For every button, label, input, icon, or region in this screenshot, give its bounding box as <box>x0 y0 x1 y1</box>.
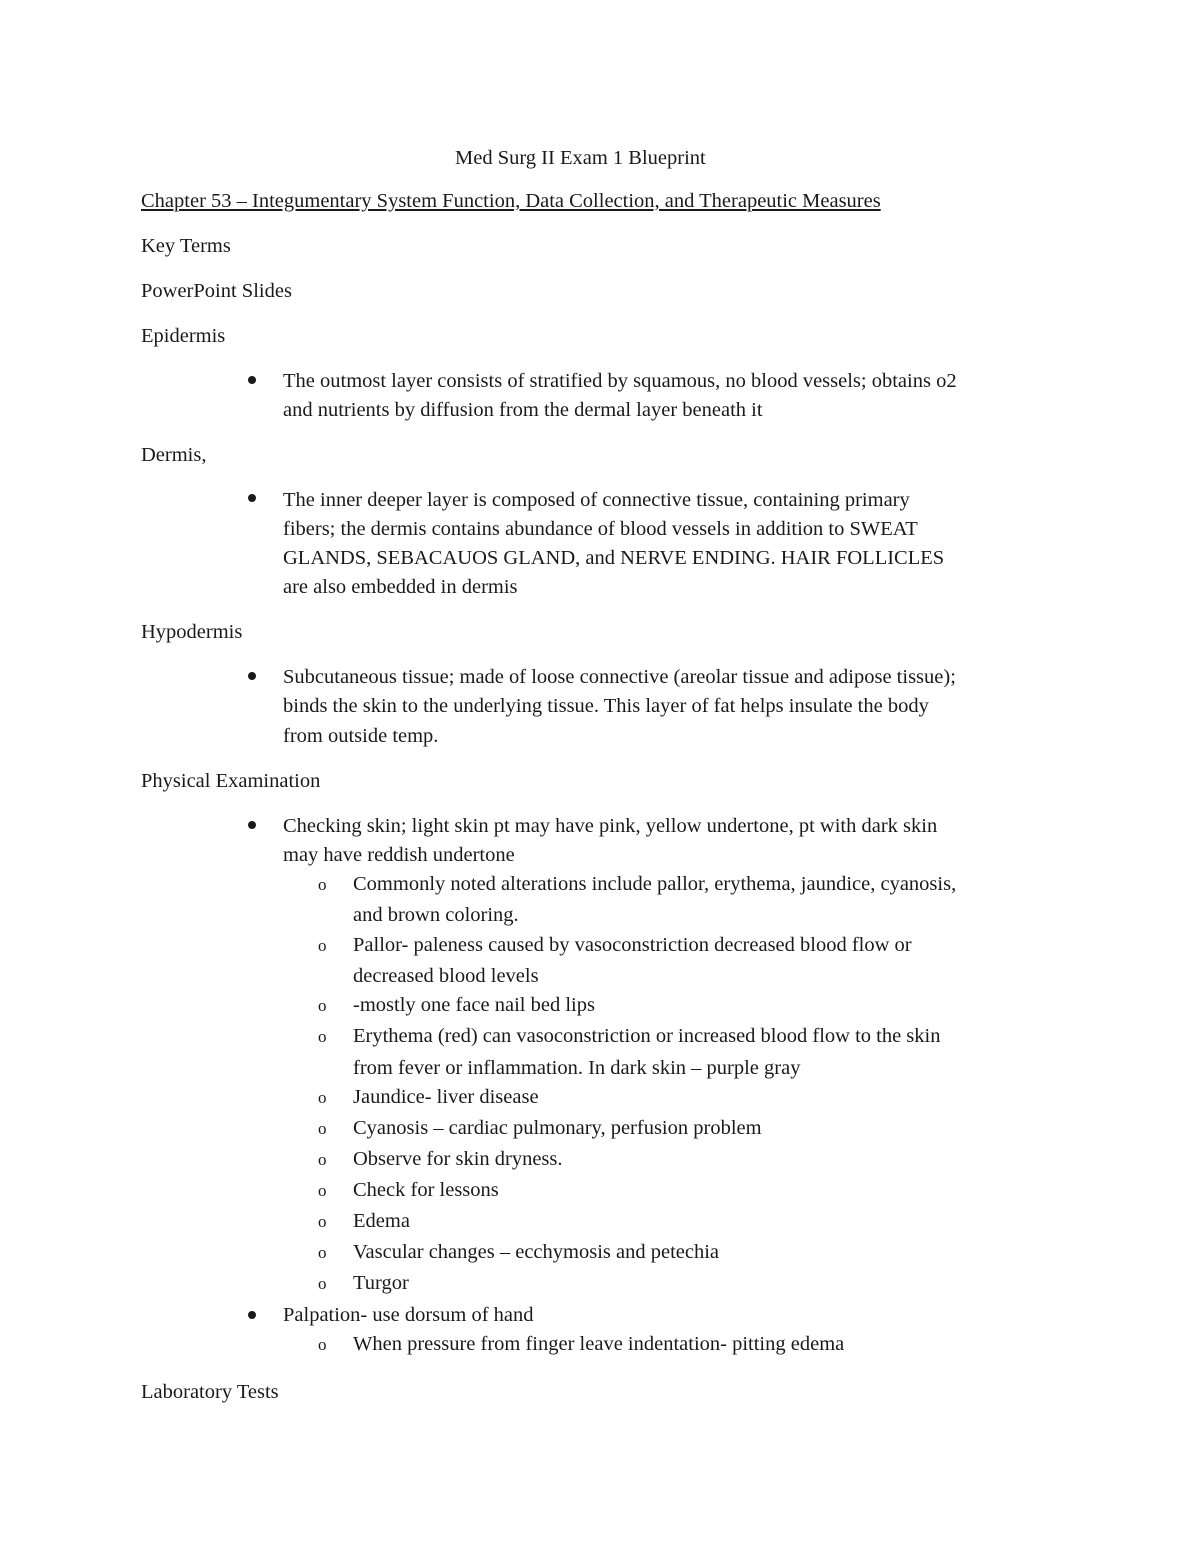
sub-item-line: Cyanosis – cardiac pulmonary, perfusion problem <box>353 1117 762 1139</box>
sub-bullet-marker: o <box>318 1119 327 1138</box>
sub-item-line: When pressure from finger leave indentation- pitting edema <box>353 1333 845 1355</box>
sub-item-line: Jaundice- liver disease <box>353 1086 539 1108</box>
sub-bullet-marker: o <box>318 936 327 955</box>
chapter-heading: Chapter 53 – Integumentary System Function, Data Collection, and Therapeutic Measures <box>141 190 881 212</box>
sub-item-line: Erythema (red) can vasoconstriction or increased blood flow to the skin <box>353 1025 941 1047</box>
dermis-bullet-line: The inner deeper layer is composed of connective tissue, containing primary <box>283 489 910 511</box>
sub-bullet-marker: o <box>318 1212 327 1231</box>
sub-bullet-marker: o <box>318 1088 327 1107</box>
laboratory-tests-heading: Laboratory Tests <box>141 1381 279 1403</box>
document-title: Med Surg II Exam 1 Blueprint <box>455 147 706 169</box>
sub-bullet-marker: o <box>318 875 327 894</box>
sub-bullet-marker: o <box>318 1335 327 1354</box>
sub-item-line: from fever or inflammation. In dark skin – purple gray <box>353 1057 801 1079</box>
epidermis-bullet-line: and nutrients by diffusion from the dermal layer beneath it <box>283 399 763 421</box>
sub-item-line: Check for lessons <box>353 1179 499 1201</box>
sub-bullet-marker: o <box>318 1027 327 1046</box>
key-terms-heading: Key Terms <box>141 235 231 257</box>
sub-bullet-marker: o <box>318 1181 327 1200</box>
palpation-bullet-line: Palpation- use dorsum of hand <box>283 1304 534 1326</box>
hypodermis-bullet-line: from outside temp. <box>283 725 439 747</box>
dermis-bullet-line: fibers; the dermis contains abundance of blood vessels in addition to SWEAT <box>283 518 918 540</box>
powerpoint-slides-heading: PowerPoint Slides <box>141 280 292 302</box>
bullet-icon <box>248 376 256 384</box>
sub-item-line: Vascular changes – ecchymosis and petechia <box>353 1241 720 1263</box>
physical-exam-bullet-line: may have reddish undertone <box>283 844 515 866</box>
bullet-icon <box>248 672 256 680</box>
sub-bullet-marker: o <box>318 1150 327 1169</box>
epidermis-heading: Epidermis <box>141 325 226 347</box>
hypodermis-heading: Hypodermis <box>141 621 243 643</box>
sub-item-line: Commonly noted alterations include pallor, erythema, jaundice, cyanosis, <box>353 873 957 895</box>
sub-item-line: Observe for skin dryness. <box>353 1148 563 1170</box>
hypodermis-bullet-line: Subcutaneous tissue; made of loose connective (areolar tissue and adipose tissue); <box>283 666 956 688</box>
dermis-heading: Dermis, <box>141 444 207 466</box>
dermis-bullet-line: are also embedded in dermis <box>283 576 518 598</box>
epidermis-bullet-line: The outmost layer consists of stratified by squamous, no blood vessels; obtains o2 <box>283 370 957 392</box>
sub-item-line: and brown coloring. <box>353 904 519 926</box>
sub-bullet-marker: o <box>318 1274 327 1293</box>
physical-exam-bullet-line: Checking skin; light skin pt may have pink, yellow undertone, pt with dark skin <box>283 815 938 837</box>
bullet-icon <box>248 821 256 829</box>
sub-bullet-marker: o <box>318 996 327 1015</box>
sub-item-line: decreased blood levels <box>353 965 539 987</box>
physical-exam-heading: Physical Examination <box>141 770 321 792</box>
sub-item-line: Edema <box>353 1210 410 1232</box>
sub-item-line: Pallor- paleness caused by vasoconstriction decreased blood flow or <box>353 934 912 956</box>
hypodermis-bullet-line: binds the skin to the underlying tissue. This layer of fat helps insulate the body <box>283 695 929 717</box>
dermis-bullet-line: GLANDS, SEBACAUOS GLAND, and NERVE ENDING. HAIR FOLLICLES <box>283 547 945 569</box>
sub-bullet-marker: o <box>318 1243 327 1262</box>
sub-item-line: -mostly one face nail bed lips <box>353 994 595 1016</box>
sub-item-line: Turgor <box>353 1272 409 1294</box>
bullet-icon <box>248 1311 256 1319</box>
bullet-icon <box>248 494 256 502</box>
